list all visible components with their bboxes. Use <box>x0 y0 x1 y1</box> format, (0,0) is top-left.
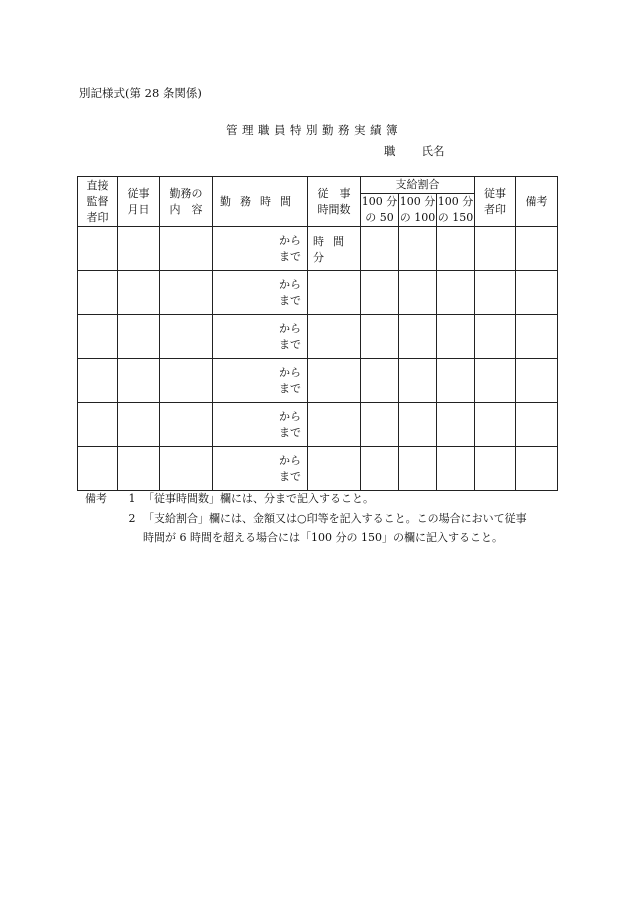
work-date-cell[interactable] <box>118 359 160 403</box>
remarks-cell[interactable] <box>516 271 558 315</box>
remarks-cell[interactable] <box>516 447 558 491</box>
pay-rate-50-cell[interactable] <box>361 315 399 359</box>
pay-rate-150-cell[interactable] <box>437 315 475 359</box>
pay-rate-50-cell[interactable] <box>361 227 399 271</box>
notes-section <box>85 489 565 548</box>
pay-rate-50-cell[interactable] <box>361 271 399 315</box>
pay-rate-50-cell[interactable] <box>361 359 399 403</box>
supervisor-seal-cell[interactable] <box>78 271 118 315</box>
from-label: から <box>279 365 301 379</box>
pay-rate-100-cell[interactable] <box>399 227 437 271</box>
form-label: 別記様式(第 28 条関係) <box>79 86 202 100</box>
supervisor-seal-cell[interactable] <box>78 447 118 491</box>
name-line <box>384 143 445 159</box>
header-supervisor-seal <box>78 177 118 227</box>
header-work-content <box>160 177 213 227</box>
header-line: 100 分 <box>437 195 474 208</box>
hours-worked-cell[interactable] <box>308 315 361 359</box>
note-number: 2 <box>128 512 136 525</box>
pay-rate-150-cell[interactable] <box>437 403 475 447</box>
header-line: の 100 <box>399 211 436 224</box>
work-content-cell[interactable] <box>160 227 213 271</box>
work-date-cell[interactable] <box>118 403 160 447</box>
worker-seal-cell[interactable] <box>475 227 516 271</box>
worker-seal-cell[interactable] <box>475 271 516 315</box>
work-time-cell[interactable] <box>213 403 308 447</box>
header-line: 者印 <box>86 210 109 224</box>
pay-rate-150-cell[interactable] <box>437 227 475 271</box>
header-line: 100 分 <box>361 195 398 208</box>
from-label: から <box>279 233 301 247</box>
pay-rate-100-cell[interactable] <box>399 315 437 359</box>
header-line: 直接 <box>86 178 109 192</box>
pay-rate-150-cell[interactable] <box>437 271 475 315</box>
post-label: 職 <box>384 144 396 158</box>
pay-rate-100-cell[interactable] <box>399 447 437 491</box>
to-label: まで <box>279 293 301 307</box>
to-label: まで <box>279 337 301 351</box>
table-row <box>78 271 558 315</box>
header-pay-rate-50 <box>361 194 399 227</box>
pay-rate-150-cell[interactable] <box>437 447 475 491</box>
hours-worked-cell[interactable] <box>308 271 361 315</box>
hours-worked-cell[interactable] <box>308 403 361 447</box>
pay-rate-100-cell[interactable] <box>399 403 437 447</box>
supervisor-seal-cell[interactable] <box>78 359 118 403</box>
work-content-cell[interactable] <box>160 359 213 403</box>
header-line: 従事 <box>127 186 150 200</box>
to-label: まで <box>279 381 301 395</box>
hours-worked-cell[interactable] <box>308 359 361 403</box>
note-text: 「従事時間数」欄には、分まで記入すること。 <box>143 492 374 505</box>
work-date-cell[interactable] <box>118 271 160 315</box>
work-time-cell[interactable] <box>213 315 308 359</box>
hours-label: 時間 <box>313 235 353 248</box>
work-time-cell[interactable] <box>213 447 308 491</box>
header-pay-rate-100 <box>399 194 437 227</box>
supervisor-seal-cell[interactable] <box>78 227 118 271</box>
header-remarks: 備考 <box>516 177 558 227</box>
work-content-cell[interactable] <box>160 315 213 359</box>
remarks-cell[interactable] <box>516 403 558 447</box>
note-text: 「支給割合」欄には、金額又は○印等を記入すること。この場合において従事 <box>143 512 527 525</box>
work-time-cell[interactable] <box>213 271 308 315</box>
from-label: から <box>279 409 301 423</box>
from-label: から <box>279 453 301 467</box>
pay-rate-50-cell[interactable] <box>361 447 399 491</box>
work-date-cell[interactable] <box>118 447 160 491</box>
header-line: の 150 <box>437 211 474 224</box>
header-line: 勤務の <box>169 186 203 200</box>
header-hours-worked <box>308 177 361 227</box>
header-line: 内 容 <box>169 202 203 216</box>
header-worker-seal <box>475 177 516 227</box>
attendance-record-table <box>77 176 558 491</box>
header-line: 100 分 <box>399 195 436 208</box>
to-label: まで <box>279 249 301 263</box>
from-label: から <box>279 277 301 291</box>
header-work-time: 勤務時間 <box>213 177 308 227</box>
work-date-cell[interactable] <box>118 315 160 359</box>
header-pay-rate-150 <box>437 194 475 227</box>
notes-heading: 備考 <box>85 492 107 505</box>
to-label: まで <box>279 425 301 439</box>
work-date-cell[interactable] <box>118 227 160 271</box>
remarks-cell[interactable] <box>516 359 558 403</box>
pay-rate-150-cell[interactable] <box>437 359 475 403</box>
pay-rate-50-cell[interactable] <box>361 403 399 447</box>
header-line: 時間数 <box>317 202 351 216</box>
work-time-cell[interactable] <box>213 359 308 403</box>
header-pay-rate-group: 支給割合 <box>361 177 475 194</box>
work-time-cell[interactable] <box>213 227 308 271</box>
worker-seal-cell[interactable] <box>475 403 516 447</box>
table-row <box>78 403 558 447</box>
note-item <box>85 509 565 529</box>
name-label: 氏名 <box>421 144 445 158</box>
work-content-cell[interactable] <box>160 403 213 447</box>
header-work-date <box>118 177 160 227</box>
hours-worked-cell[interactable] <box>308 227 361 271</box>
minutes-label: 分 <box>313 251 324 264</box>
from-label: から <box>279 321 301 335</box>
work-content-cell[interactable] <box>160 271 213 315</box>
header-line: 従事 <box>484 186 506 200</box>
supervisor-seal-cell[interactable] <box>78 403 118 447</box>
worker-seal-cell[interactable] <box>475 359 516 403</box>
hours-worked-cell[interactable] <box>308 447 361 491</box>
remarks-cell[interactable] <box>516 315 558 359</box>
table-row <box>78 315 558 359</box>
table-row <box>78 227 558 271</box>
note-continuation: 時間が 6 時間を超える場合には「100 分の 150」の欄に記入すること。 <box>143 531 503 544</box>
note-item <box>85 489 565 509</box>
to-label: まで <box>279 469 301 483</box>
document-title: 管理職員特別勤務実績簿 <box>226 123 402 137</box>
header-line: 月日 <box>127 202 150 216</box>
note-number: 1 <box>128 492 136 505</box>
worker-seal-cell[interactable] <box>475 447 516 491</box>
worker-seal-cell[interactable] <box>475 315 516 359</box>
header-line: 監督 <box>86 194 109 208</box>
supervisor-seal-cell[interactable] <box>78 315 118 359</box>
table-row <box>78 447 558 491</box>
remarks-cell[interactable] <box>516 227 558 271</box>
pay-rate-100-cell[interactable] <box>399 271 437 315</box>
table-row <box>78 359 558 403</box>
pay-rate-100-cell[interactable] <box>399 359 437 403</box>
header-line: 者印 <box>484 202 506 216</box>
work-content-cell[interactable] <box>160 447 213 491</box>
header-line: の 50 <box>365 211 394 224</box>
header-line: 従 事 <box>317 186 351 200</box>
